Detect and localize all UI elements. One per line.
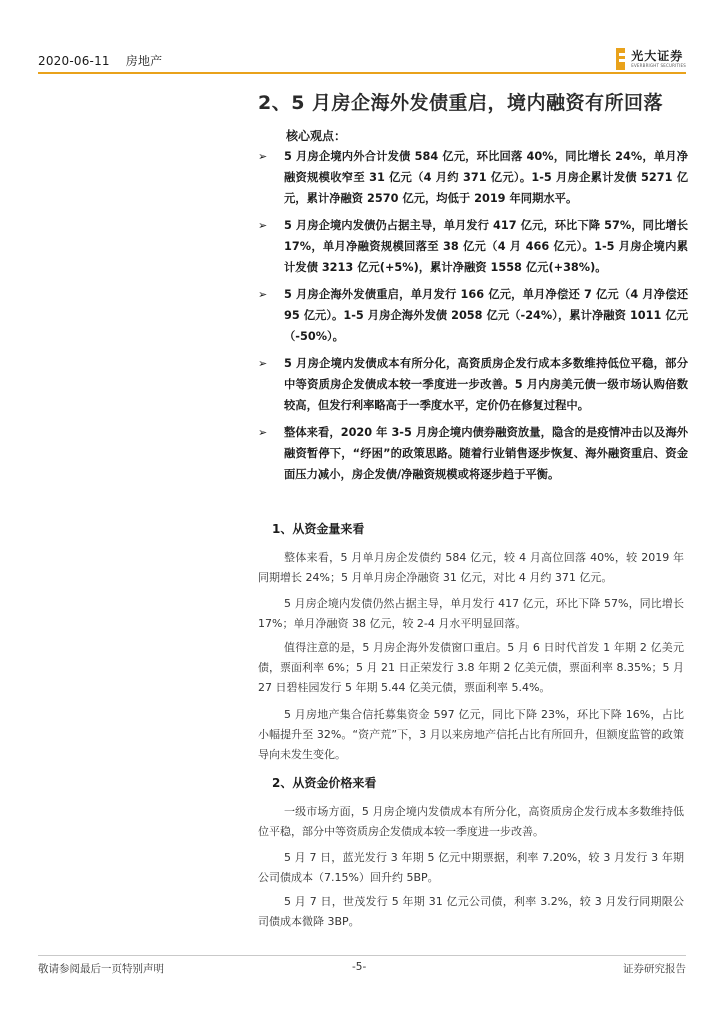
arrow-bullet-icon: ➢ [258, 288, 268, 301]
body-paragraph: 5 月房地产集合信托募集资金 597 亿元，同比下降 23%，环比下降 16%，占比小幅提升至 32%。“资产荒”下，3 月以来房地产信托占比有所回升，但额度监管的政策导向未发生变化。 [258, 708, 684, 761]
section-heading-price: 2、从资金价格来看 [272, 776, 377, 790]
key-point-text: 5 月房企境内外合计发债 584 亿元，环比回落 40%，同比增长 24%，单月净融资规模收窄至 31 亿元（4 月约 371 亿元）。1-5 月房企累计发债 5271 亿元，累计净融资 2570 亿元，均低于 2019 年同期水平。 [284, 150, 688, 205]
arrow-bullet-icon: ➢ [258, 357, 268, 370]
body-paragraph: 一级市场方面，5 月房企境内发债成本有所分化，高资质房企发行成本多数维持低位平稳，部分中等资质房企发债成本较一季度进一步改善。 [258, 805, 684, 838]
report-date: 2020-06-11 [38, 54, 110, 68]
footer-divider [38, 955, 686, 956]
header-meta [38, 52, 174, 69]
key-point-text: 5 月房企境内发债成本有所分化，高资质房企发行成本多数维持低位平稳，部分中等资质房企发债成本较一季度进一步改善。5 月内房美元债一级市场认购倍数较高，但发行利率略高于一季度水平，定价仍在修复过程中。 [284, 357, 688, 412]
logo-name-en: EVERBRIGHT SECURITIES [631, 63, 686, 68]
footer-report-type: 证券研究报告 [623, 963, 686, 975]
logo-icon [616, 48, 625, 70]
key-point [258, 215, 688, 278]
body-paragraph: 整体来看，5 月单月房企发债约 584 亿元，较 4 月高位回落 40%，较 2019 年同期增长 24%；5 月单月房企净融资 31 亿元，对比 4 月约 371 亿元。 [258, 551, 684, 584]
key-point-text: 5 月房企境内发债仍占据主导，单月发行 417 亿元，环比下降 57%，同比增长 17%，单月净融资规模回落至 38 亿元（4 月 466 亿元）。1-5 月房企境内累计发债 3213 亿元(+5%)，累计净融资 1558 亿元(+38%)。 [284, 219, 688, 274]
section-heading-volume: 1、从资金量来看 [272, 522, 365, 536]
sector-label: 房地产 [125, 54, 163, 68]
body-paragraph: 值得注意的是，5 月房企海外发债窗口重启。5 月 6 日时代首发 1 年期 2 亿美元债，票面利率 6%；5 月 21 日正荣发行 3.8 年期 2 亿美元债，票面利率 8.35%；5 月 27 日碧桂园发行 5 年期 5.44 亿美元债，票面利率 5.4%。 [258, 641, 684, 694]
company-logo [616, 46, 686, 72]
key-points-list [258, 146, 688, 491]
core-view-label: 核心观点： [286, 129, 347, 143]
header-divider [38, 72, 686, 74]
key-point [258, 146, 688, 209]
page-number: -5- [352, 961, 367, 973]
arrow-bullet-icon: ➢ [258, 219, 268, 232]
logo-name-cn: 光大证券 [631, 49, 684, 63]
key-point [258, 353, 688, 416]
page-header [38, 46, 686, 72]
key-point-text: 5 月房企海外发债重启，单月发行 166 亿元，单月净偿还 7 亿元（4 月净偿还 95 亿元）。1-5 月房企海外发债 2058 亿元（-24%），累计净融资 1011 亿元（-50%）。 [284, 288, 688, 343]
arrow-bullet-icon: ➢ [258, 150, 268, 163]
key-point [258, 422, 688, 485]
body-paragraph: 5 月 7 日，蓝光发行 3 年期 5 亿元中期票据，利率 7.20%，较 3 月发行 3 年期公司债成本（7.15%）回升约 5BP。 [258, 851, 684, 884]
footer-disclaimer: 敬请参阅最后一页特别声明 [38, 963, 164, 975]
arrow-bullet-icon: ➢ [258, 426, 268, 439]
key-point [258, 284, 688, 347]
body-paragraph: 5 月 7 日，世茂发行 5 年期 31 亿元公司债，利率 3.2%，较 3 月发行同期限公司债成本微降 3BP。 [258, 895, 684, 928]
body-paragraph: 5 月房企境内发债仍然占据主导，单月发行 417 亿元，环比下降 57%，同比增长 17%；单月净融资 38 亿元，较 2-4 月水平明显回落。 [258, 597, 684, 630]
section-title: 2、5 月房企海外发债重启，境内融资有所回落 [258, 92, 664, 114]
key-point-text: 整体来看，2020 年 3-5 月房企境内债券融资放量，隐含的是疫情冲击以及海外融资暂停下，“纾困”的政策思路。随着行业销售逐步恢复、海外融资重启、资金面压力减小，房企发债/净融资规模或将逐步趋于平衡。 [284, 426, 688, 481]
